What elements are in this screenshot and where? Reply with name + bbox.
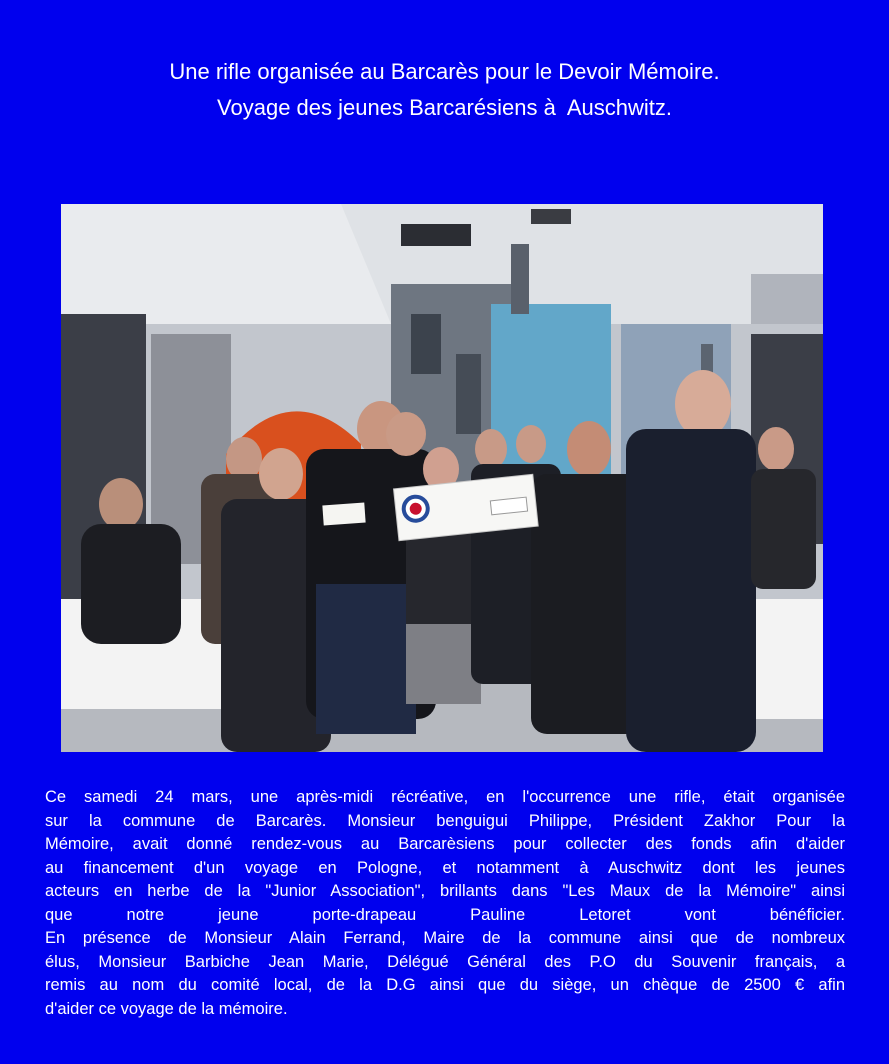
caption-line: au financement d'un voyage en Pologne, et notamment à Auschwitz dont les jeunes [45,858,845,877]
caption-line: sur la commune de Barcarès. Monsieur benguigui Philippe, Président Zakhor Pour la [45,811,845,830]
caption-line: que notre jeune porte-drapeau Pauline Letoret vont bénéficier. [45,905,845,924]
title-line-2: Voyage des jeunes Barcarésiens à Auschwitz. [217,95,672,120]
caption-line: En présence de Monsieur Alain Ferrand, Maire de la commune ainsi que de nombreux [45,929,845,947]
title-line-1: Une rifle organisée au Barcarès pour le Devoir Mémoire. [169,59,720,84]
page-title [0,54,889,126]
caption-line: élus, Monsieur Barbiche Jean Marie, Délégué Général des P.O du Souvenir français, a [45,952,845,971]
caption-line: Mémoire, avait donné rendez-vous au Barcarèsiens pour collecter des fonds afin d'aider [45,835,845,853]
caption-line: d'aider ce voyage de la mémoire. [45,999,288,1018]
caption-line: remis au nom du comité local, de la D.G ainsi que du siège, un chèque de 2500 € afin [45,976,845,994]
caption-line: Ce samedi 24 mars, une après-midi récréative, en l'occurrence une rifle, était organisée [45,788,845,806]
caption-line: acteurs en herbe de la "Junior Association", brillants dans "Les Maux de la Mémoire" ainsi [45,882,845,900]
caption-text [45,786,845,1021]
event-photo [61,204,823,752]
